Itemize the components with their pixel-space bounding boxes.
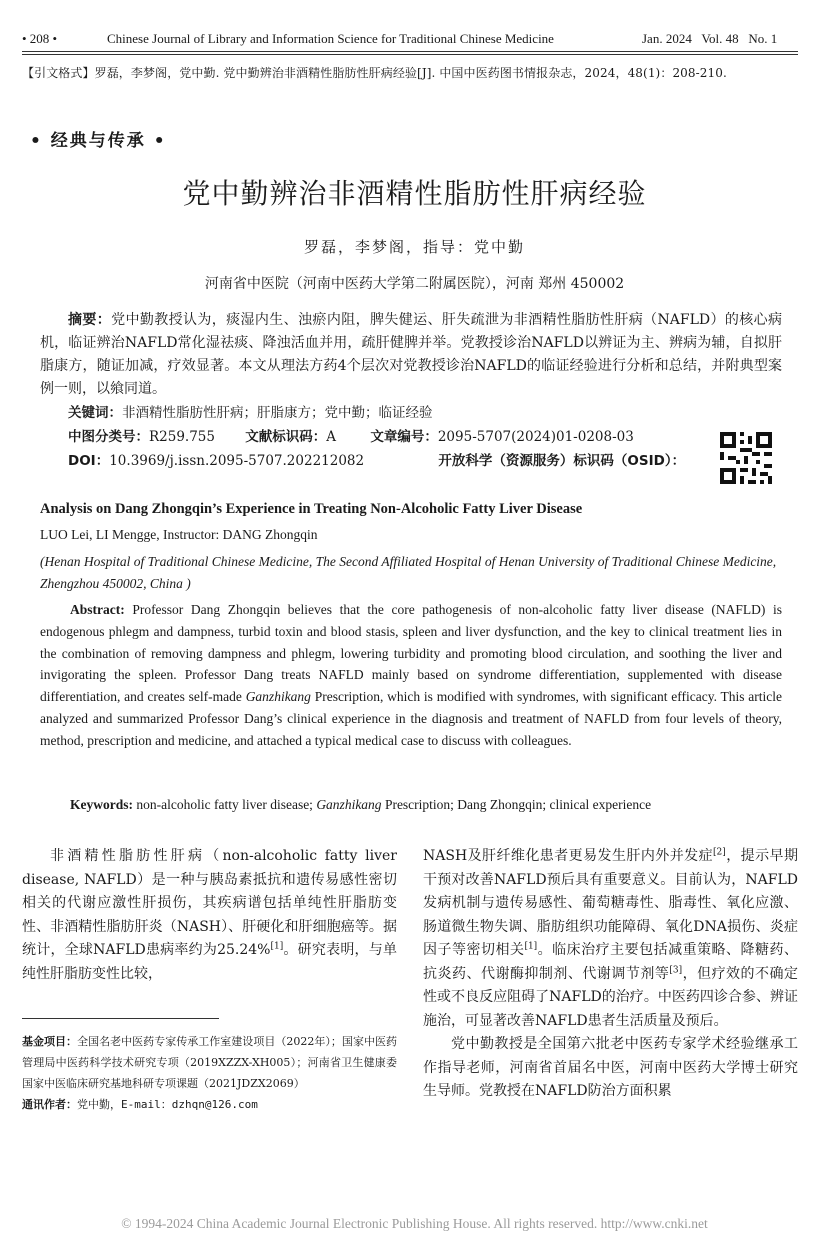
abstract-text: 党中勤教授认为，痰湿内生、浊瘀内阻，脾失健运、肝失疏泄为非酒精性脂肪性肝病（NAFLD）的核心病机，临证辨治NAFLD常化湿祛痰、降浊活血并用，疏肝健脾并举。党教授诊治NAFLD以辨证为主、辨病为辅，自拟肝脂康方，随证加减，疗效显著。本文从理法方药4个层次对党教授诊治NAFLD的临证经验进行分析和总结，并附典型案例一则，以飨同道。	[40, 312, 783, 397]
qr-code-icon[interactable]	[720, 432, 772, 484]
header-rule	[22, 51, 798, 52]
abstract-cn	[40, 309, 782, 473]
article-number: 2095-5707(2024)01-0208-03	[437, 429, 634, 445]
reference-link[interactable]: [3]	[669, 964, 683, 975]
body-column-right	[423, 845, 798, 1104]
footnote-rule	[22, 1018, 219, 1019]
fund-note: 基金项目：全国名老中医药专家传承工作室建设项目（2022年）；国家中医药管理局中医药科学技术研究专项（2019XZZX-XH005）；河南省卫生健康委国家中医临床研究基地科研专项课题（2021JDZX2069）	[22, 1035, 397, 1090]
issue-info: Jan. 2024 Vol. 48 No. 1	[642, 31, 778, 46]
column-tag: • 经典与传承 •	[30, 131, 167, 151]
doi-line: DOI：10.3969/j.issn.2095-5707.202212082 开放科学（资源服务）标识码（OSID）：	[68, 453, 686, 469]
journal-name: Chinese Journal of Library and Information Science for Traditional Chinese Medicine	[107, 31, 554, 46]
contact-email[interactable]: 党中勤，E-mail：dzhqn@126.com	[77, 1098, 258, 1111]
citation-format: 【引文格式】罗磊，李梦阁，党中勤. 党中勤辨治非酒精性脂肪性肝病经验[J]. 中国中医药图书情报杂志，2024，48(1)：208-210.	[22, 66, 727, 80]
abstract-en-label: Abstract:	[70, 602, 125, 617]
keywords-cn: 关键词：非酒精性脂肪性肝病；肝脂康方；党中勤；临证经验	[68, 405, 433, 421]
affiliation: 河南省中医院（河南中医药大学第二附属医院），河南 郑州 450002	[204, 276, 625, 292]
english-title: Analysis on Dang Zhongqin’s Experience in Treating Non-Alcoholic Fatty Liver Disease	[40, 501, 583, 517]
reference-link[interactable]: [1]	[270, 941, 284, 952]
body-paragraph: NASH及肝纤维化患者更易发生肝内外并发症[2]，提示早期干预对改善NAFLD预后具有重要意义。目前认为，NAFLD发病机制与遗传易感性、葡萄糖毒性、脂毒性、氧化应激、肠道微生物失调、脂肪组织功能障碍、氧化DNA损伤、炎症因子等密切相关[1]。临床治疗主要包括减重策略、降糖药、抗炎药、代谢酶抑制剂、代谢调节剂等[3]，但疗效的不确定性或不良反应阻碍了NAFLD的治疗。中医药四诊合参、辨证施治，可显著改善NAFLD患者生活质量及预后。	[423, 847, 799, 1029]
header-rule-thin	[22, 54, 798, 55]
osid-label: 开放科学（资源服务）标识码（OSID）：	[438, 453, 686, 469]
doi-value[interactable]: 10.3969/j.issn.2095-5707.202212082	[109, 453, 365, 469]
body-paragraph: 党中勤教授是全国第六批老中医药专家学术经验继承工作指导老师，河南省首届名中医，河南中医药大学博士研究生导师。党教授在NAFLD防治方面积累	[423, 1036, 798, 1099]
copyright-footer: © 1994-2024 China Academic Journal Electronic Publishing House. All rights reserved. http://www.cnki.net	[121, 1216, 708, 1231]
reference-link[interactable]: [1]	[524, 941, 538, 952]
english-affiliation: (Henan Hospital of Traditional Chinese Medicine, The Second Affiliated Hospital of Henan University of Traditional Chinese Medicine, Zhengzhou 450002, China )	[40, 554, 777, 591]
body-column-left	[22, 845, 397, 986]
doc-code: A	[326, 429, 337, 445]
english-authors: LUO Lei, LI Mengge, Instructor: DANG Zhongqin	[40, 527, 318, 542]
reference-link[interactable]: [2]	[713, 847, 726, 858]
contact-note: 通讯作者：党中勤，E-mail：dzhqn@126.com	[22, 1098, 258, 1111]
classification-line: 中图分类号：R259.755 文献标识码：A 文章编号：2095-5707(2024)01-0208-03	[68, 429, 634, 445]
footnote	[22, 1031, 397, 1115]
article-title: 党中勤辨治非酒精性脂肪性肝病经验	[182, 177, 647, 210]
english-keywords: Keywords: non-alcoholic fatty liver disease; Ganzhikang Prescription; Dang Zhongqin; clinical experience	[70, 797, 652, 812]
abstract-label: 摘要：	[68, 312, 112, 328]
clc-number: R259.755	[149, 429, 215, 445]
page-number: • 208 •	[22, 31, 58, 46]
authors: 罗磊，李梦阁，指导：党中勤	[303, 238, 525, 256]
english-abstract: Abstract: Professor Dang Zhongqin believes that the core pathogenesis of non-alcoholic fatty liver disease (NAFLD) is endogenous phlegm and dampness, turbid toxin and blood stasis, spleen and liver dysfunction, and the key to clinical treatment lies in the combination of removing dampness and phlegm, lowering turbidity and promoting blood circulation, and soothing the liver and invigorating the spleen. Professor Dang treats NAFLD mainly based on syndrome differentiation, supplemented with disease differentiation, and creates self-made Ganzhikang Prescription, which is modified with syndromes, with significant efficacy. This article analyzed and summarized Professor Dang’s clinical experience in the diagnosis and treatment of NAFLD from four levels of theory, method, prescription and medicine, and attached a typical medical case to discuss with colleagues.	[40, 602, 783, 748]
body-paragraph: 非酒精性脂肪性肝病（non-alcoholic fatty liver disease, NAFLD）是一种与胰岛素抵抗和遗传易感性密切相关的代谢应激性肝损伤，其疾病谱包括单纯性肝脂肪变性、非酒精性脂肪肝炎（NASH）、肝硬化和肝细胞癌等。据统计，全球NAFLD患病率约为25.24%[1]。研究表明，与单纯性肝脂肪变性比较，	[22, 848, 397, 982]
